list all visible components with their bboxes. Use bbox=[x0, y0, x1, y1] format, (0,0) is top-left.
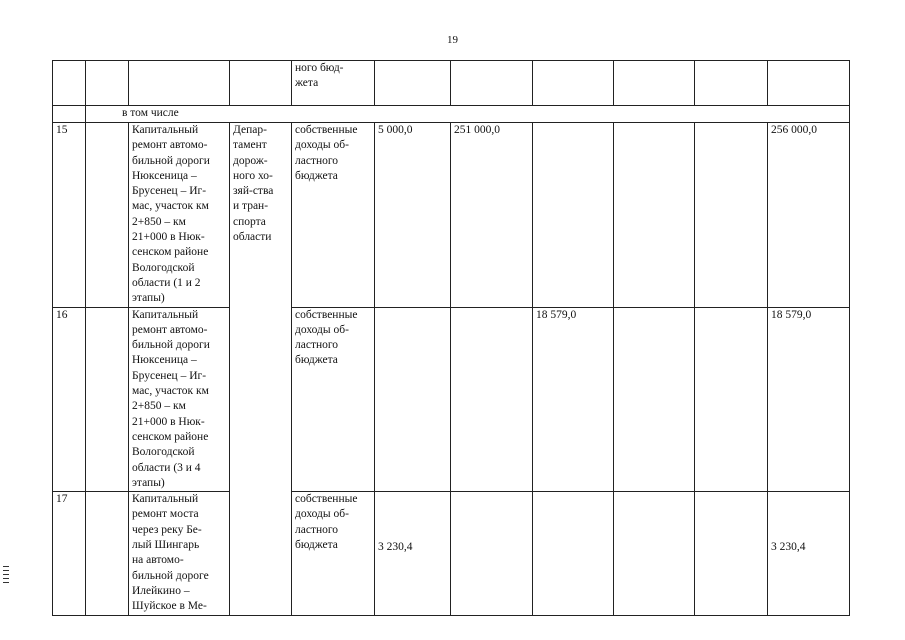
continuation-source: ного бюд- жета bbox=[295, 62, 344, 90]
budget-table bbox=[52, 60, 850, 616]
row-source bbox=[292, 492, 375, 615]
row-name bbox=[129, 492, 230, 615]
page-number: 19 bbox=[447, 34, 458, 46]
row-source-text: собственные доходы об- ластного бюджета bbox=[295, 124, 358, 182]
row-total: 18 579,0 bbox=[768, 307, 850, 492]
subheader-cell bbox=[86, 106, 850, 123]
row-total bbox=[768, 492, 850, 615]
row-value-4 bbox=[614, 307, 695, 492]
margin-mark bbox=[3, 566, 9, 586]
row-name-text: Капитальный ремонт моста через реку Бе- лый Шингарь на автомо- бильной дороге Илейкино – Шуйское в Ме- bbox=[132, 493, 209, 613]
row-total-text: 3 230,4 bbox=[771, 541, 806, 554]
row-total: 256 000,0 bbox=[768, 123, 850, 308]
cell-num bbox=[53, 61, 86, 106]
row-number: 15 bbox=[53, 123, 86, 308]
cell-blank bbox=[86, 492, 129, 615]
row-value-1-text: 3 230,4 bbox=[378, 541, 413, 554]
row-source-text: собственные доходы об- ластного бюджета bbox=[295, 493, 358, 552]
row-value-3 bbox=[533, 492, 614, 615]
row-source bbox=[292, 123, 375, 308]
row-value-2 bbox=[451, 492, 533, 615]
row-value-3 bbox=[533, 123, 614, 308]
cell-num bbox=[53, 106, 86, 123]
cell-value bbox=[533, 61, 614, 106]
cell-blank bbox=[86, 61, 129, 106]
row-value-1 bbox=[375, 492, 451, 615]
subheader-row bbox=[53, 106, 850, 123]
row-value-5 bbox=[695, 123, 768, 308]
cell-value bbox=[768, 61, 850, 106]
table-row bbox=[53, 123, 850, 308]
row-value-5 bbox=[695, 307, 768, 492]
row-executor-text: Депар- тамент дорож- ного хо- зяй-ства и тран- спорта области bbox=[233, 124, 274, 244]
row-name-text: Капитальный ремонт автомо- бильной дороги Нюксеница – Брусенец – Иг- мас, участок км 2+850 – км 21+000 в Нюк- сенском районе Вологодской области (1 и 2 этапы) bbox=[132, 124, 210, 305]
row-value-2: 251 000,0 bbox=[451, 123, 533, 308]
cell-source bbox=[292, 61, 375, 106]
subheader-text: в том числе bbox=[122, 107, 179, 119]
row-name-text: Капитальный ремонт автомо- бильной дороги Нюксеница – Брусенец – Иг- мас, участок км 2+850 – км 21+000 в Нюк- сенском районе Вологодской области (3 и 4 этапы) bbox=[132, 308, 210, 489]
row-value-2 bbox=[451, 307, 533, 492]
table-row bbox=[53, 307, 850, 492]
row-number: 16 bbox=[53, 307, 86, 492]
table-row bbox=[53, 492, 850, 615]
cell-value bbox=[695, 61, 768, 106]
row-executor bbox=[230, 123, 292, 616]
row-source-text: собственные доходы об- ластного бюджета bbox=[295, 308, 358, 367]
cell-blank bbox=[86, 123, 129, 308]
continuation-row bbox=[53, 61, 850, 106]
row-source bbox=[292, 307, 375, 492]
cell-value bbox=[451, 61, 533, 106]
row-value-5 bbox=[695, 492, 768, 615]
cell-name bbox=[129, 61, 230, 106]
row-value-1 bbox=[375, 307, 451, 492]
row-value-4 bbox=[614, 123, 695, 308]
row-value-4 bbox=[614, 492, 695, 615]
row-value-3: 18 579,0 bbox=[533, 307, 614, 492]
row-number: 17 bbox=[53, 492, 86, 615]
cell-value bbox=[614, 61, 695, 106]
row-value-1: 5 000,0 bbox=[375, 123, 451, 308]
cell-executor bbox=[230, 61, 292, 106]
row-name bbox=[129, 307, 230, 492]
cell-blank bbox=[86, 307, 129, 492]
cell-value bbox=[375, 61, 451, 106]
row-name bbox=[129, 123, 230, 308]
